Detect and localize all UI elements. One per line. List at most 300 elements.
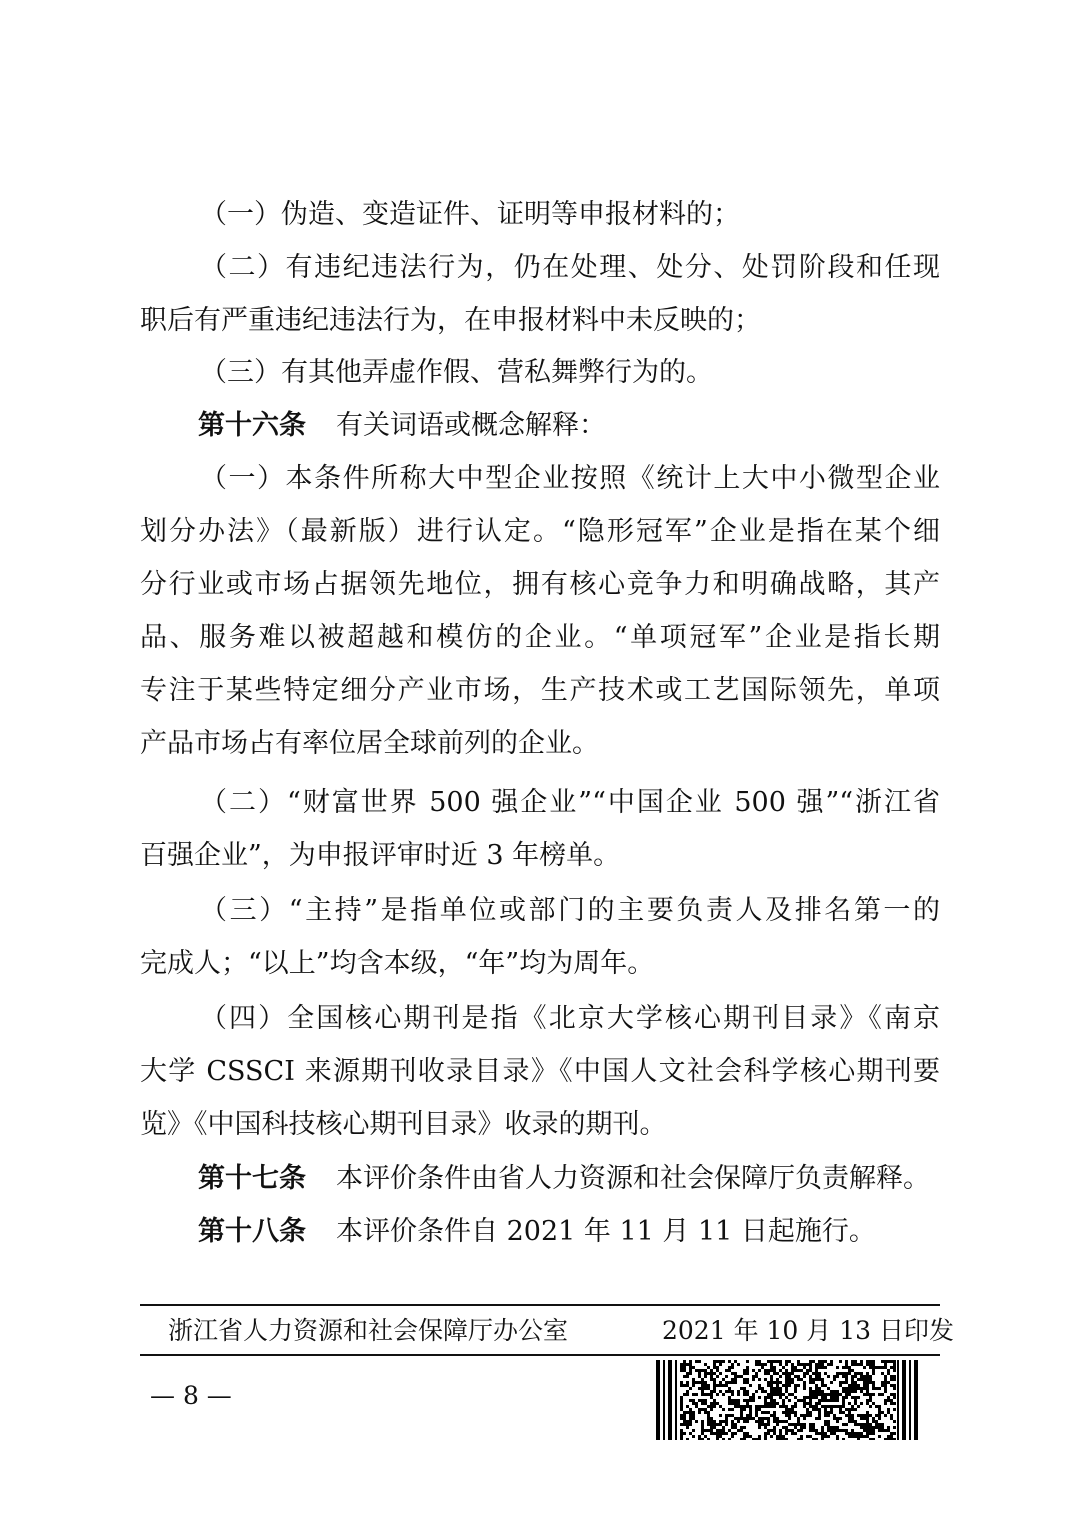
barcode-cell: [752, 1375, 755, 1378]
barcode-cell: [734, 1423, 737, 1426]
barcode-cell: [854, 1420, 857, 1423]
barcode-cell: [857, 1423, 860, 1426]
barcode-cell: [866, 1390, 869, 1393]
barcode-cell: [893, 1378, 896, 1381]
barcode-cell: [704, 1369, 707, 1372]
barcode-cell: [884, 1414, 887, 1417]
barcode-cell: [695, 1402, 698, 1405]
barcode-cell: [680, 1405, 683, 1408]
barcode-cell: [710, 1393, 713, 1396]
barcode-cell: [815, 1402, 818, 1405]
barcode-cell: [824, 1384, 827, 1387]
barcode-cell: [824, 1366, 827, 1369]
barcode-cell: [863, 1366, 866, 1369]
barcode-cell: [773, 1414, 776, 1417]
barcode-cell: [782, 1402, 785, 1405]
barcode-cell: [854, 1387, 857, 1390]
barcode-cell: [851, 1432, 854, 1435]
barcode-cell: [842, 1381, 845, 1384]
barcode-cell: [845, 1432, 848, 1435]
barcode-cell: [770, 1393, 773, 1396]
barcode-cell: [824, 1423, 827, 1426]
barcode-cell: [821, 1363, 824, 1366]
barcode-cell: [755, 1420, 758, 1423]
barcode-cell: [713, 1360, 716, 1363]
clause-line: 产品市场占有率位居全球前列的企业。: [140, 728, 599, 759]
barcode-cell: [728, 1381, 731, 1384]
barcode-cell: [767, 1372, 770, 1375]
barcode-cell: [833, 1375, 836, 1378]
barcode-cell: [785, 1414, 788, 1417]
barcode-cell: [803, 1363, 806, 1366]
barcode-cell: [830, 1381, 833, 1384]
barcode-cell: [731, 1435, 734, 1438]
barcode-cell: [893, 1393, 896, 1396]
barcode-cell: [746, 1414, 749, 1417]
barcode-cell: [701, 1423, 704, 1426]
barcode-cell: [689, 1387, 692, 1390]
barcode-cell: [767, 1369, 770, 1372]
barcode-cell: [836, 1393, 839, 1396]
barcode-cell: [779, 1435, 782, 1438]
barcode-cell: [785, 1384, 788, 1387]
barcode-cell: [830, 1399, 833, 1402]
barcode-cell: [821, 1435, 824, 1438]
barcode-cell: [851, 1363, 854, 1366]
barcode-cell: [839, 1393, 842, 1396]
barcode-cell: [761, 1411, 764, 1414]
barcode-cell: [836, 1375, 839, 1378]
barcode-cell: [809, 1423, 812, 1426]
barcode-cell: [890, 1366, 893, 1369]
barcode-cell: [857, 1378, 860, 1381]
barcode-cell: [692, 1402, 695, 1405]
article-17: [198, 1161, 938, 1197]
barcode-cell: [785, 1420, 788, 1423]
barcode-cell: [824, 1396, 827, 1399]
barcode-cell: [827, 1363, 830, 1366]
barcode-cell: [848, 1417, 851, 1420]
issue-date: 2021 年 10 月 13 日印发: [662, 1316, 954, 1345]
barcode-cell: [752, 1369, 755, 1372]
barcode-cell: [788, 1423, 791, 1426]
barcode-cell: [689, 1411, 692, 1414]
barcode-cell: [839, 1405, 842, 1408]
barcode-cell: [854, 1390, 857, 1393]
barcode-cell: [755, 1375, 758, 1378]
barcode-cell: [785, 1426, 788, 1429]
barcode-cell: [845, 1372, 848, 1375]
barcode-cell: [692, 1381, 695, 1384]
barcode-cell: [737, 1363, 740, 1366]
barcode-cell: [803, 1423, 806, 1426]
barcode-cell: [827, 1387, 830, 1390]
barcode-cell: [815, 1387, 818, 1390]
barcode-cell: [713, 1399, 716, 1402]
barcode-cell: [890, 1432, 893, 1435]
barcode-cell: [728, 1408, 731, 1411]
barcode-cell: [683, 1369, 686, 1372]
clause-line: 百强企业”，为申报评审时近 3 年榜单。: [140, 840, 621, 871]
barcode-cell: [692, 1393, 695, 1396]
barcode-cell: [767, 1417, 770, 1420]
barcode-cell: [779, 1369, 782, 1372]
barcode-cell: [719, 1363, 722, 1366]
barcode-cell: [806, 1408, 809, 1411]
article-heading: 第十八条: [198, 1216, 306, 1247]
barcode-cell: [752, 1438, 755, 1440]
barcode-cell: [887, 1381, 890, 1384]
barcode-cell: [794, 1426, 797, 1429]
barcode-cell: [758, 1387, 761, 1390]
barcode-cell: [830, 1408, 833, 1411]
barcode-cell: [791, 1393, 794, 1396]
barcode-cell: [686, 1426, 689, 1429]
barcode-cell: [821, 1393, 824, 1396]
barcode-cell: [851, 1420, 854, 1423]
barcode-cell: [863, 1378, 866, 1381]
barcode-cell: [785, 1372, 788, 1375]
barcode-cell: [686, 1393, 689, 1396]
barcode-cell: [797, 1429, 800, 1432]
barcode-cell: [710, 1405, 713, 1408]
barcode-cell: [710, 1402, 713, 1405]
barcode-cell: [689, 1369, 692, 1372]
barcode-cell: [770, 1429, 773, 1432]
barcode-cell: [833, 1393, 836, 1396]
barcode-cell: [809, 1435, 812, 1438]
barcode-cell: [734, 1405, 737, 1408]
barcode-cell: [827, 1375, 830, 1378]
barcode-cell: [890, 1417, 893, 1420]
barcode-cell: [848, 1411, 851, 1414]
barcode-cell: [743, 1405, 746, 1408]
barcode-cell: [731, 1393, 734, 1396]
barcode-cell: [863, 1423, 866, 1426]
barcode-cell: [752, 1393, 755, 1396]
barcode-cell: [824, 1432, 827, 1435]
barcode-cell: [812, 1396, 815, 1399]
barcode-cell: [860, 1372, 863, 1375]
barcode-cell: [884, 1402, 887, 1405]
barcode-cell: [716, 1393, 719, 1396]
barcode-cell: [836, 1438, 839, 1440]
barcode-cell: [869, 1381, 872, 1384]
barcode-cell: [842, 1375, 845, 1378]
barcode-cell: [809, 1360, 812, 1363]
clause-line: 大学 CSSCI 来源期刊收录目录》《中国人文社会科学核心期刊要: [140, 1056, 940, 1087]
barcode-cell: [701, 1432, 704, 1435]
barcode-cell: [839, 1360, 842, 1363]
barcode-cell: [791, 1366, 794, 1369]
barcode-cell: [773, 1411, 776, 1414]
barcode-cell: [743, 1408, 746, 1411]
barcode-cell: [713, 1390, 716, 1393]
barcode-cell: [695, 1369, 698, 1372]
barcode-cell: [884, 1438, 887, 1440]
barcode-cell: [881, 1411, 884, 1414]
barcode-cell: [743, 1420, 746, 1423]
barcode-cell: [770, 1390, 773, 1393]
barcode-cell: [722, 1384, 725, 1387]
barcode-cell: [827, 1411, 830, 1414]
barcode-cell: [872, 1393, 875, 1396]
barcode-cell: [866, 1435, 869, 1438]
barcode-cell: [791, 1369, 794, 1372]
barcode-cell: [707, 1417, 710, 1420]
barcode-cell: [731, 1432, 734, 1435]
barcode-cell: [854, 1396, 857, 1399]
barcode-cell: [782, 1384, 785, 1387]
barcode-cell: [764, 1438, 767, 1440]
barcode-cell: [884, 1381, 887, 1384]
barcode-cell: [830, 1429, 833, 1432]
barcode-cell: [737, 1393, 740, 1396]
barcode-cell: [710, 1408, 713, 1411]
barcode-cell: [680, 1381, 683, 1384]
barcode-cell: [809, 1375, 812, 1378]
barcode-cell: [713, 1366, 716, 1369]
barcode-cell: [779, 1429, 782, 1432]
barcode-cell: [884, 1390, 887, 1393]
barcode-cell: [788, 1417, 791, 1420]
barcode-cell: [815, 1390, 818, 1393]
barcode-cell: [863, 1375, 866, 1378]
barcode-cell: [887, 1360, 890, 1363]
barcode-cell: [869, 1399, 872, 1402]
barcode-cell: [857, 1432, 860, 1435]
barcode-cell: [815, 1369, 818, 1372]
barcode-cell: [872, 1432, 875, 1435]
barcode-cell: [788, 1375, 791, 1378]
barcode-cell: [818, 1402, 821, 1405]
barcode-cell: [866, 1417, 869, 1420]
barcode-cell: [782, 1393, 785, 1396]
barcode-cell: [833, 1417, 836, 1420]
barcode-cell: [872, 1384, 875, 1387]
barcode-cell: [773, 1366, 776, 1369]
barcode-cell: [761, 1417, 764, 1420]
clause-line: 览》《中国科技核心期刊目录》收录的期刊。: [140, 1109, 667, 1140]
barcode-cell: [716, 1429, 719, 1432]
barcode-cell: [707, 1429, 710, 1432]
barcode-cell: [812, 1408, 815, 1411]
barcode-cell: [710, 1390, 713, 1393]
barcode-cell: [770, 1405, 773, 1408]
barcode-cell: [683, 1375, 686, 1378]
barcode-cell: [860, 1363, 863, 1366]
barcode-cell: [746, 1393, 749, 1396]
barcode-cell: [878, 1405, 881, 1408]
article-18: [198, 1214, 938, 1250]
barcode-cell: [755, 1408, 758, 1411]
barcode-cell: [788, 1393, 791, 1396]
barcode-cell: [869, 1360, 872, 1363]
barcode-cell: [863, 1429, 866, 1432]
barcode-cell: [755, 1363, 758, 1366]
barcode-cell: [815, 1378, 818, 1381]
barcode-cell: [797, 1369, 800, 1372]
barcode-cell: [770, 1384, 773, 1387]
barcode-cell: [719, 1360, 722, 1363]
barcode-cell: [845, 1390, 848, 1393]
barcode-cell: [683, 1366, 686, 1369]
barcode-cell: [737, 1405, 740, 1408]
barcode-cell: [866, 1363, 869, 1366]
barcode-cell: [803, 1399, 806, 1402]
barcode-cell: [710, 1378, 713, 1381]
barcode-cell: [848, 1432, 851, 1435]
barcode-cell: [821, 1399, 824, 1402]
barcode-cell: [698, 1360, 701, 1363]
barcode-cell: [848, 1408, 851, 1411]
barcode-cell: [800, 1426, 803, 1429]
barcode-cell: [788, 1411, 791, 1414]
barcode-cell: [866, 1411, 869, 1414]
barcode-cell: [695, 1393, 698, 1396]
barcode-cell: [764, 1369, 767, 1372]
barcode-cell: [767, 1429, 770, 1432]
barcode-cell: [680, 1435, 683, 1438]
barcode-cell: [704, 1408, 707, 1411]
barcode-cell: [749, 1411, 752, 1414]
barcode-cell: [812, 1405, 815, 1408]
barcode-cell: [836, 1366, 839, 1369]
barcode-cell: [854, 1432, 857, 1435]
barcode-cell: [722, 1378, 725, 1381]
barcode-cell: [821, 1426, 824, 1429]
barcode-cell: [839, 1411, 842, 1414]
barcode-cell: [722, 1429, 725, 1432]
barcode-cell: [776, 1402, 779, 1405]
barcode-cell: [770, 1378, 773, 1381]
barcode-cell: [869, 1363, 872, 1366]
clause-line: 划分办法》（最新版）进行认定。“隐形冠军”企业是指在某个细: [140, 516, 940, 547]
barcode-cell: [887, 1396, 890, 1399]
barcode-cell: [866, 1393, 869, 1396]
barcode-cell: [797, 1360, 800, 1363]
barcode-cell: [740, 1417, 743, 1420]
barcode-cell: [761, 1390, 764, 1393]
barcode-cell: [869, 1414, 872, 1417]
barcode-cell: [764, 1432, 767, 1435]
barcode-cell: [806, 1402, 809, 1405]
barcode-cell: [884, 1360, 887, 1363]
barcode-cell: [848, 1390, 851, 1393]
barcode-cell: [797, 1375, 800, 1378]
barcode-cell: [776, 1384, 779, 1387]
barcode-cell: [707, 1420, 710, 1423]
barcode-cell: [797, 1438, 800, 1440]
barcode-cell: [881, 1384, 884, 1387]
barcode-cell: [785, 1396, 788, 1399]
barcode-cell: [818, 1414, 821, 1417]
barcode-cell: [887, 1411, 890, 1414]
barcode-cell: [872, 1417, 875, 1420]
barcode-cell: [872, 1438, 875, 1440]
barcode-cell: [746, 1432, 749, 1435]
barcode-cell: [800, 1399, 803, 1402]
barcode-cell: [845, 1408, 848, 1411]
barcode-cell: [833, 1390, 836, 1393]
barcode-cell: [806, 1411, 809, 1414]
barcode-cell: [734, 1426, 737, 1429]
barcode-cell: [722, 1432, 725, 1435]
barcode-cell: [857, 1363, 860, 1366]
barcode-cell: [764, 1390, 767, 1393]
barcode-cell: [809, 1399, 812, 1402]
barcode-cell: [878, 1417, 881, 1420]
barcode-cell: [842, 1390, 845, 1393]
barcode-cell: [746, 1435, 749, 1438]
barcode-cell: [833, 1426, 836, 1429]
barcode-cell: [872, 1360, 875, 1363]
barcode-cell: [827, 1393, 830, 1396]
barcode-cell: [701, 1429, 704, 1432]
barcode-cell: [761, 1387, 764, 1390]
barcode-cell: [680, 1363, 683, 1366]
barcode-cell: [761, 1363, 764, 1366]
barcode-cell: [680, 1417, 683, 1420]
barcode-cell: [881, 1393, 884, 1396]
barcode-cell: [734, 1372, 737, 1375]
barcode-cell: [893, 1387, 896, 1390]
barcode-cell: [785, 1378, 788, 1381]
barcode-cell: [698, 1375, 701, 1378]
barcode-cell: [713, 1384, 716, 1387]
barcode-cell: [821, 1390, 824, 1393]
barcode-cell: [701, 1387, 704, 1390]
barcode-cell: [821, 1396, 824, 1399]
barcode-cell: [770, 1381, 773, 1384]
barcode-cell: [878, 1387, 881, 1390]
barcode-cell: [743, 1435, 746, 1438]
article-16: [198, 408, 938, 444]
barcode-cell: [725, 1432, 728, 1435]
barcode-cell: [821, 1429, 824, 1432]
barcode-cell: [686, 1363, 689, 1366]
barcode-cell: [857, 1435, 860, 1438]
barcode-cell: [701, 1390, 704, 1393]
barcode-cell: [785, 1411, 788, 1414]
barcode-cell: [863, 1435, 866, 1438]
barcode-cell: [770, 1366, 773, 1369]
barcode-cell: [818, 1366, 821, 1369]
barcode-cell: [842, 1411, 845, 1414]
barcode-cell: [773, 1393, 776, 1396]
barcode-cell: [689, 1414, 692, 1417]
barcode-cell: [689, 1372, 692, 1375]
barcode-cell: [719, 1423, 722, 1426]
barcode-cell: [812, 1429, 815, 1432]
barcode-cell: [734, 1417, 737, 1420]
barcode-cell: [737, 1417, 740, 1420]
clause-line: 专注于某些特定细分产业市场，生产技术或工艺国际领先，单项: [140, 675, 940, 706]
barcode-cell: [842, 1429, 845, 1432]
barcode-cell: [764, 1402, 767, 1405]
barcode-cell: [707, 1414, 710, 1417]
barcode-cell: [869, 1432, 872, 1435]
barcode-cell: [818, 1375, 821, 1378]
barcode-cell: [788, 1378, 791, 1381]
barcode-cell: [800, 1435, 803, 1438]
barcode-cell: [698, 1435, 701, 1438]
barcode-cell: [785, 1360, 788, 1363]
barcode-cell: [740, 1429, 743, 1432]
barcode-cell: [887, 1435, 890, 1438]
barcode-cell: [773, 1399, 776, 1402]
barcode-cell: [725, 1420, 728, 1423]
